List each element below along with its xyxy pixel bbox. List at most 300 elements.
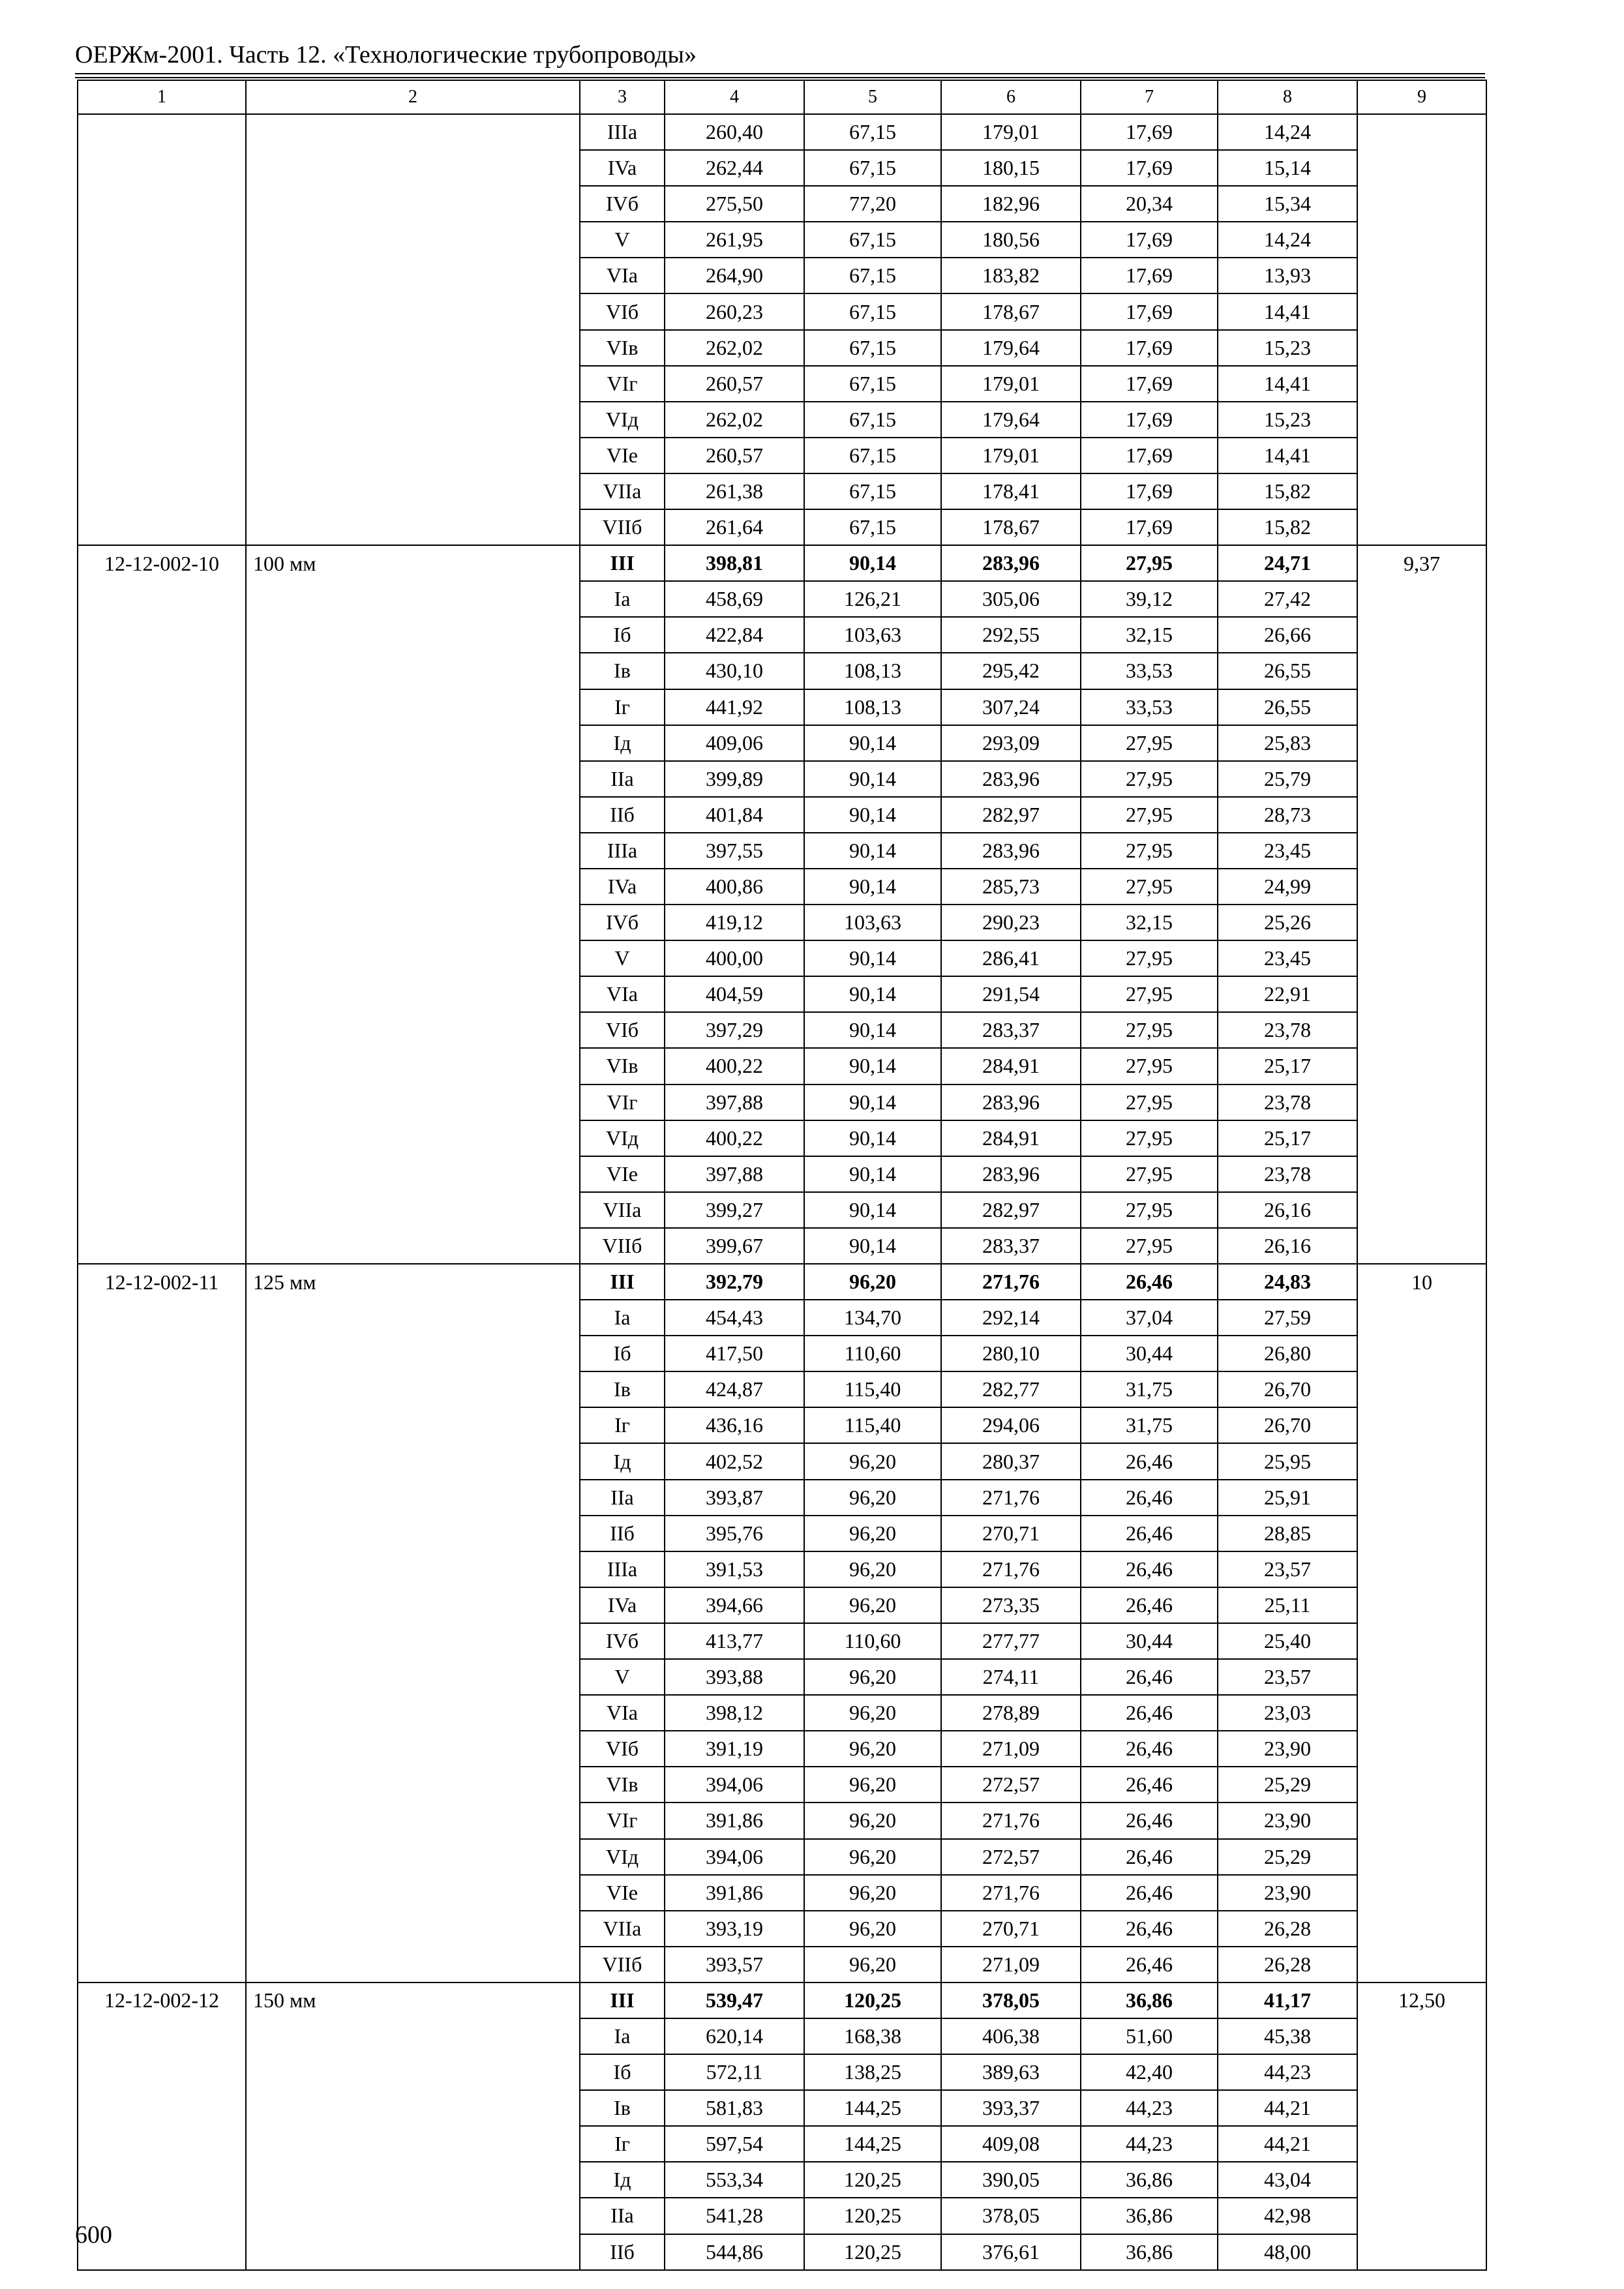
value-col8-cell: 23,03 (1218, 1695, 1357, 1731)
value-col6-cell: 178,67 (941, 509, 1081, 545)
category-cell: IIa (580, 2198, 665, 2234)
value-col6-cell: 293,09 (941, 725, 1081, 761)
value-col7-cell: 31,75 (1081, 1371, 1218, 1407)
value-col7-cell: 27,95 (1081, 761, 1218, 797)
value-col7-cell: 17,69 (1081, 330, 1218, 366)
value-col8-cell: 23,90 (1218, 1731, 1357, 1767)
diameter-cell (246, 2018, 580, 2054)
value-col9-cell (1357, 258, 1486, 293)
table-row (78, 905, 1486, 940)
diameter-cell (246, 1947, 580, 1982)
table-row (78, 1947, 1486, 1982)
column-number: 7 (1081, 80, 1218, 114)
table-row (78, 2054, 1486, 2090)
value-col9-cell (1357, 2054, 1486, 2090)
value-col9-cell (1357, 1803, 1486, 1838)
diameter-cell (246, 2162, 580, 2198)
value-col7-cell: 26,46 (1081, 1767, 1218, 1803)
value-col4-cell: 398,81 (665, 545, 804, 581)
value-col8-cell: 24,71 (1218, 545, 1357, 581)
value-col9-cell (1357, 1300, 1486, 1336)
category-cell: IIIa (580, 833, 665, 869)
value-col6-cell: 274,11 (941, 1659, 1081, 1695)
value-col8-cell: 14,41 (1218, 438, 1357, 473)
value-col6-cell: 285,73 (941, 869, 1081, 905)
category-cell: IVб (580, 186, 665, 222)
value-col4-cell: 409,06 (665, 725, 804, 761)
category-cell: VIIa (580, 1192, 665, 1228)
category-cell: VIe (580, 1875, 665, 1911)
diameter-cell (246, 2090, 580, 2126)
value-col7-cell: 36,86 (1081, 2234, 1218, 2270)
code-cell (78, 1048, 246, 1084)
code-cell (78, 1767, 246, 1803)
value-col4-cell: 398,12 (665, 1695, 804, 1731)
column-number: 3 (580, 80, 665, 114)
category-cell: Iв (580, 653, 665, 689)
value-col6-cell: 282,97 (941, 797, 1081, 833)
diameter-cell (246, 689, 580, 725)
value-col4-cell: 262,02 (665, 330, 804, 366)
rates-table (77, 80, 1487, 2271)
value-col8-cell: 25,91 (1218, 1480, 1357, 1516)
value-col9-cell: 10 (1357, 1264, 1486, 1300)
value-col8-cell: 26,16 (1218, 1228, 1357, 1264)
value-col6-cell: 283,96 (941, 1085, 1081, 1120)
category-cell: VIг (580, 1803, 665, 1838)
column-number: 2 (246, 80, 580, 114)
diameter-cell (246, 1443, 580, 1479)
code-cell (78, 1516, 246, 1551)
value-col4-cell: 441,92 (665, 689, 804, 725)
value-col4-cell: 436,16 (665, 1407, 804, 1443)
table-row (78, 1587, 1486, 1623)
value-col8-cell: 23,57 (1218, 1659, 1357, 1695)
value-col8-cell: 26,28 (1218, 1911, 1357, 1947)
code-cell (78, 438, 246, 473)
value-col7-cell: 44,23 (1081, 2126, 1218, 2162)
table-row (78, 114, 1486, 150)
diameter-cell: 100 мм (246, 545, 580, 581)
value-col9-cell (1357, 2090, 1486, 2126)
value-col4-cell: 260,23 (665, 293, 804, 329)
value-col8-cell: 25,29 (1218, 1767, 1357, 1803)
diameter-cell (246, 653, 580, 689)
code-cell (78, 1947, 246, 1982)
value-col8-cell: 24,83 (1218, 1264, 1357, 1300)
value-col4-cell: 261,95 (665, 222, 804, 258)
value-col6-cell: 277,77 (941, 1623, 1081, 1659)
value-col4-cell: 261,38 (665, 473, 804, 509)
value-col9-cell (1357, 1480, 1486, 1516)
diameter-cell (246, 150, 580, 186)
value-col7-cell: 39,12 (1081, 581, 1218, 617)
value-col6-cell: 270,71 (941, 1516, 1081, 1551)
category-cell: VIa (580, 1695, 665, 1731)
code-cell (78, 1875, 246, 1911)
value-col6-cell: 283,96 (941, 1156, 1081, 1192)
table-row (78, 1336, 1486, 1371)
value-col6-cell: 271,76 (941, 1480, 1081, 1516)
category-cell: Iб (580, 1336, 665, 1371)
code-cell (78, 1911, 246, 1947)
value-col9-cell (1357, 114, 1486, 150)
value-col7-cell: 27,95 (1081, 797, 1218, 833)
value-col5-cell: 96,20 (804, 1767, 941, 1803)
table-row (78, 545, 1486, 581)
value-col8-cell: 25,79 (1218, 761, 1357, 797)
value-col8-cell: 25,26 (1218, 905, 1357, 940)
category-cell: VIIa (580, 1911, 665, 1947)
value-col5-cell: 67,15 (804, 258, 941, 293)
value-col9-cell (1357, 438, 1486, 473)
code-cell (78, 581, 246, 617)
code-cell (78, 1012, 246, 1048)
value-col6-cell: 271,09 (941, 1731, 1081, 1767)
value-col7-cell: 17,69 (1081, 509, 1218, 545)
value-col6-cell: 282,77 (941, 1371, 1081, 1407)
code-cell (78, 725, 246, 761)
value-col7-cell: 33,53 (1081, 653, 1218, 689)
category-cell: VIв (580, 1048, 665, 1084)
value-col7-cell: 37,04 (1081, 1300, 1218, 1336)
table-row (78, 1767, 1486, 1803)
value-col4-cell: 391,86 (665, 1803, 804, 1838)
table-row (78, 1085, 1486, 1120)
diameter-cell (246, 222, 580, 258)
value-col4-cell: 424,87 (665, 1371, 804, 1407)
value-col5-cell: 96,20 (804, 1875, 941, 1911)
diameter-cell (246, 1695, 580, 1731)
value-col7-cell: 27,95 (1081, 833, 1218, 869)
value-col4-cell: 275,50 (665, 186, 804, 222)
table-row (78, 1516, 1486, 1551)
diameter-cell (246, 1875, 580, 1911)
value-col7-cell: 32,15 (1081, 617, 1218, 653)
column-number: 5 (804, 80, 941, 114)
value-col6-cell: 179,64 (941, 330, 1081, 366)
value-col8-cell: 27,42 (1218, 581, 1357, 617)
category-cell: VIб (580, 293, 665, 329)
diameter-cell (246, 1767, 580, 1803)
value-col7-cell: 30,44 (1081, 1623, 1218, 1659)
value-col9-cell (1357, 1947, 1486, 1982)
category-cell: Iг (580, 1407, 665, 1443)
category-cell: III (580, 1264, 665, 1300)
category-cell: VIб (580, 1012, 665, 1048)
value-col6-cell: 179,64 (941, 402, 1081, 438)
value-col8-cell: 14,24 (1218, 222, 1357, 258)
category-cell: Iг (580, 2126, 665, 2162)
value-col6-cell: 376,61 (941, 2234, 1081, 2270)
value-col6-cell: 305,06 (941, 581, 1081, 617)
value-col4-cell: 539,47 (665, 1982, 804, 2018)
value-col4-cell: 262,02 (665, 402, 804, 438)
value-col9-cell (1357, 1695, 1486, 1731)
category-cell: IVa (580, 1587, 665, 1623)
value-col7-cell: 27,95 (1081, 940, 1218, 976)
value-col7-cell: 17,69 (1081, 150, 1218, 186)
value-col4-cell: 430,10 (665, 653, 804, 689)
diameter-cell (246, 617, 580, 653)
code-cell (78, 509, 246, 545)
value-col5-cell: 96,20 (804, 1911, 941, 1947)
category-cell: Iв (580, 1371, 665, 1407)
diameter-cell (246, 1300, 580, 1336)
diameter-cell (246, 258, 580, 293)
value-col5-cell: 126,21 (804, 581, 941, 617)
value-col9-cell (1357, 1120, 1486, 1156)
value-col7-cell: 27,95 (1081, 1085, 1218, 1120)
value-col6-cell: 283,96 (941, 545, 1081, 581)
diameter-cell (246, 1012, 580, 1048)
value-col4-cell: 393,87 (665, 1480, 804, 1516)
diameter-cell (246, 1659, 580, 1695)
value-col6-cell: 179,01 (941, 114, 1081, 150)
value-col4-cell: 397,55 (665, 833, 804, 869)
code-cell (78, 976, 246, 1012)
value-col5-cell: 96,20 (804, 1516, 941, 1551)
code-cell (78, 2090, 246, 2126)
table-row (78, 869, 1486, 905)
value-col7-cell: 26,46 (1081, 1695, 1218, 1731)
code-cell (78, 1731, 246, 1767)
value-col4-cell: 400,86 (665, 869, 804, 905)
header-rule (75, 73, 1485, 78)
code-cell (78, 186, 246, 222)
value-col4-cell: 422,84 (665, 617, 804, 653)
value-col9-cell (1357, 2234, 1486, 2270)
code-cell (78, 150, 246, 186)
value-col6-cell: 272,57 (941, 1839, 1081, 1875)
category-cell: IVб (580, 1623, 665, 1659)
value-col6-cell: 294,06 (941, 1407, 1081, 1443)
value-col9-cell (1357, 940, 1486, 976)
value-col9-cell (1357, 581, 1486, 617)
value-col4-cell: 402,52 (665, 1443, 804, 1479)
code-cell (78, 761, 246, 797)
value-col6-cell: 273,35 (941, 1587, 1081, 1623)
value-col7-cell: 44,23 (1081, 2090, 1218, 2126)
value-col6-cell: 180,15 (941, 150, 1081, 186)
code-cell (78, 2054, 246, 2090)
table-row (78, 725, 1486, 761)
value-col8-cell: 25,83 (1218, 725, 1357, 761)
code-cell (78, 1839, 246, 1875)
category-cell: V (580, 1659, 665, 1695)
value-col7-cell: 27,95 (1081, 976, 1218, 1012)
category-cell: III (580, 545, 665, 581)
diameter-cell (246, 1048, 580, 1084)
table-row (78, 1264, 1486, 1300)
value-col4-cell: 260,40 (665, 114, 804, 150)
code-cell: 12-12-002-12 (78, 1982, 246, 2018)
value-col7-cell: 32,15 (1081, 905, 1218, 940)
value-col4-cell: 400,00 (665, 940, 804, 976)
value-col9-cell (1357, 725, 1486, 761)
value-col4-cell: 260,57 (665, 438, 804, 473)
code-cell (78, 869, 246, 905)
value-col6-cell: 272,57 (941, 1767, 1081, 1803)
value-col8-cell: 26,70 (1218, 1407, 1357, 1443)
code-cell (78, 689, 246, 725)
page-number: 600 (75, 2221, 112, 2249)
value-col8-cell: 25,95 (1218, 1443, 1357, 1479)
category-cell: IVб (580, 905, 665, 940)
value-col7-cell: 42,40 (1081, 2054, 1218, 2090)
diameter-cell (246, 869, 580, 905)
value-col5-cell: 108,13 (804, 689, 941, 725)
value-col8-cell: 15,82 (1218, 509, 1357, 545)
value-col8-cell: 25,29 (1218, 1839, 1357, 1875)
value-col4-cell: 553,34 (665, 2162, 804, 2198)
value-col8-cell: 25,40 (1218, 1623, 1357, 1659)
value-col6-cell: 280,10 (941, 1336, 1081, 1371)
code-cell (78, 1371, 246, 1407)
category-cell: IVa (580, 869, 665, 905)
category-cell: III (580, 1982, 665, 2018)
code-cell (78, 1659, 246, 1695)
value-col5-cell: 67,15 (804, 114, 941, 150)
value-col6-cell: 393,37 (941, 2090, 1081, 2126)
value-col6-cell: 180,56 (941, 222, 1081, 258)
category-cell: IIIa (580, 1551, 665, 1587)
diameter-cell (246, 2054, 580, 2090)
value-col6-cell: 295,42 (941, 653, 1081, 689)
code-cell (78, 1120, 246, 1156)
category-cell: Iд (580, 2162, 665, 2198)
table-row (78, 1839, 1486, 1875)
value-col8-cell: 23,90 (1218, 1803, 1357, 1838)
value-col8-cell: 24,99 (1218, 869, 1357, 905)
value-col6-cell: 292,55 (941, 617, 1081, 653)
diameter-cell (246, 1192, 580, 1228)
table-row (78, 689, 1486, 725)
value-col5-cell: 90,14 (804, 1228, 941, 1264)
value-col7-cell: 26,46 (1081, 1839, 1218, 1875)
value-col5-cell: 90,14 (804, 940, 941, 976)
value-col7-cell: 27,95 (1081, 725, 1218, 761)
value-col8-cell: 27,59 (1218, 1300, 1357, 1336)
value-col4-cell: 404,59 (665, 976, 804, 1012)
value-col6-cell: 283,96 (941, 761, 1081, 797)
diameter-cell (246, 940, 580, 976)
value-col4-cell: 261,64 (665, 509, 804, 545)
value-col9-cell (1357, 293, 1486, 329)
value-col5-cell: 77,20 (804, 186, 941, 222)
value-col8-cell: 23,78 (1218, 1012, 1357, 1048)
value-col5-cell: 120,25 (804, 1982, 941, 2018)
value-col9-cell (1357, 402, 1486, 438)
value-col6-cell: 271,76 (941, 1875, 1081, 1911)
value-col9-cell (1357, 330, 1486, 366)
table-row (78, 1695, 1486, 1731)
value-col9-cell (1357, 509, 1486, 545)
value-col5-cell: 96,20 (804, 1659, 941, 1695)
table-row (78, 940, 1486, 976)
category-cell: VIa (580, 258, 665, 293)
value-col9-cell (1357, 761, 1486, 797)
value-col9-cell (1357, 1048, 1486, 1084)
value-col4-cell: 413,77 (665, 1623, 804, 1659)
diameter-cell (246, 114, 580, 150)
value-col5-cell: 67,15 (804, 150, 941, 186)
value-col9-cell (1357, 1228, 1486, 1264)
value-col4-cell: 401,84 (665, 797, 804, 833)
value-col5-cell: 120,25 (804, 2162, 941, 2198)
value-col6-cell: 390,05 (941, 2162, 1081, 2198)
value-col5-cell: 96,20 (804, 1731, 941, 1767)
value-col8-cell: 23,90 (1218, 1875, 1357, 1911)
diameter-cell (246, 402, 580, 438)
value-col4-cell: 397,88 (665, 1085, 804, 1120)
value-col6-cell: 178,67 (941, 293, 1081, 329)
value-col7-cell: 17,69 (1081, 438, 1218, 473)
table-row (78, 833, 1486, 869)
value-col5-cell: 90,14 (804, 797, 941, 833)
value-col4-cell: 417,50 (665, 1336, 804, 1371)
value-col5-cell: 144,25 (804, 2126, 941, 2162)
value-col8-cell: 41,17 (1218, 1982, 1357, 2018)
table-row (78, 258, 1486, 293)
value-col9-cell (1357, 473, 1486, 509)
value-col8-cell: 26,16 (1218, 1192, 1357, 1228)
value-col8-cell: 44,21 (1218, 2090, 1357, 2126)
diameter-cell: 150 мм (246, 1982, 580, 2018)
value-col9-cell (1357, 1875, 1486, 1911)
category-cell: IIa (580, 1480, 665, 1516)
table-row (78, 1659, 1486, 1695)
value-col8-cell: 26,70 (1218, 1371, 1357, 1407)
diameter-cell (246, 1911, 580, 1947)
value-col4-cell: 394,06 (665, 1839, 804, 1875)
value-col6-cell: 389,63 (941, 2054, 1081, 2090)
value-col8-cell: 28,85 (1218, 1516, 1357, 1551)
table-row (78, 1407, 1486, 1443)
value-col5-cell: 168,38 (804, 2018, 941, 2054)
category-cell: VIIa (580, 473, 665, 509)
category-cell: Ia (580, 581, 665, 617)
value-col7-cell: 27,95 (1081, 869, 1218, 905)
value-col6-cell: 284,91 (941, 1120, 1081, 1156)
diameter-cell (246, 2126, 580, 2162)
value-col8-cell: 15,34 (1218, 186, 1357, 222)
diameter-cell (246, 293, 580, 329)
value-col7-cell: 17,69 (1081, 258, 1218, 293)
value-col8-cell: 23,78 (1218, 1085, 1357, 1120)
table-row (78, 2090, 1486, 2126)
value-col8-cell: 15,82 (1218, 473, 1357, 509)
value-col9-cell (1357, 833, 1486, 869)
table-row (78, 1120, 1486, 1156)
value-col9-cell (1357, 186, 1486, 222)
value-col5-cell: 90,14 (804, 1120, 941, 1156)
value-col4-cell: 399,27 (665, 1192, 804, 1228)
value-col5-cell: 96,20 (804, 1480, 941, 1516)
value-col8-cell: 23,57 (1218, 1551, 1357, 1587)
column-number: 9 (1357, 80, 1486, 114)
value-col7-cell: 33,53 (1081, 689, 1218, 725)
category-cell: IIб (580, 797, 665, 833)
value-col7-cell: 26,46 (1081, 1731, 1218, 1767)
table-row (78, 1192, 1486, 1228)
value-col4-cell: 394,06 (665, 1767, 804, 1803)
value-col8-cell: 22,91 (1218, 976, 1357, 1012)
value-col8-cell: 28,73 (1218, 797, 1357, 833)
value-col6-cell: 291,54 (941, 976, 1081, 1012)
diameter-cell (246, 473, 580, 509)
value-col7-cell: 51,60 (1081, 2018, 1218, 2054)
